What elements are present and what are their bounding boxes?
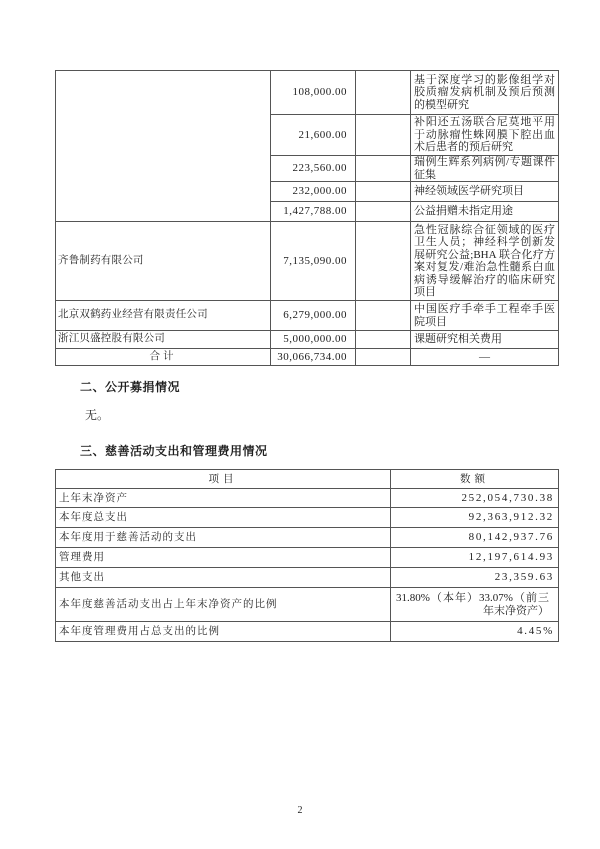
amount-cell: 232,000.00 xyxy=(271,182,356,202)
expense-row xyxy=(56,489,559,508)
amount-cell: 5,000,000.00 xyxy=(271,331,356,349)
blank-cell xyxy=(356,156,411,182)
blank-cell xyxy=(356,71,411,115)
header-item: 项目 xyxy=(56,470,391,489)
blank-cell xyxy=(356,349,411,366)
amount-cell: 21,600.00 xyxy=(271,115,356,156)
donor-cell xyxy=(56,71,271,222)
blank-cell xyxy=(356,182,411,202)
blank-cell xyxy=(356,115,411,156)
expense-row xyxy=(56,588,559,622)
donor-cell: 浙江贝盛控股有限公司 xyxy=(56,331,271,349)
expense-amount: 12,197,614.93 xyxy=(391,548,559,568)
expense-item: 其他支出 xyxy=(56,568,391,588)
expense-row xyxy=(56,622,559,642)
expense-item: 本年度用于慈善活动的支出 xyxy=(56,528,391,548)
purpose-cell: 急性冠脉综合征领域的医疗卫生人员；神经科学创新发展研究公益;BHA 联合化疗方案对复发/难治急性髓系白血病诱导缓解治疗的临床研究项目 xyxy=(411,222,559,301)
section-heading-public-fundraising: 二、公开募捐情况 xyxy=(80,380,181,394)
total-amount: 30,066,734.00 xyxy=(271,349,356,366)
blank-cell xyxy=(356,202,411,222)
expense-amount: 4.45% xyxy=(391,622,559,642)
blank-cell xyxy=(356,331,411,349)
donation-row xyxy=(56,71,559,115)
expense-row xyxy=(56,548,559,568)
expense-item: 本年度慈善活动支出占上年末净资产的比例 xyxy=(56,588,391,622)
purpose-cell: 补阳还五汤联合尼莫地平用于动脉瘤性蛛网膜下腔出血术后患者的预后研究 xyxy=(411,115,559,156)
amount-cell: 6,279,000.00 xyxy=(271,301,356,331)
section-body-public-fundraising: 无。 xyxy=(85,408,110,422)
expense-item: 管理费用 xyxy=(56,548,391,568)
expense-row xyxy=(56,528,559,548)
donation-row xyxy=(56,222,559,301)
expense-row xyxy=(56,568,559,588)
expense-item: 上年末净资产 xyxy=(56,489,391,508)
donor-cell: 北京双鹤药业经营有限责任公司 xyxy=(56,301,271,331)
expense-item: 本年度管理费用占总支出的比例 xyxy=(56,622,391,642)
purpose-cell: 瑞例生辉系列病例/专题课件征集 xyxy=(411,156,559,182)
donation-row xyxy=(56,301,559,331)
expense-table xyxy=(55,469,559,642)
donation-row xyxy=(56,331,559,349)
expense-amount: 252,054,730.38 xyxy=(391,489,559,508)
total-label: 合计 xyxy=(56,349,271,366)
donor-cell: 齐鲁制药有限公司 xyxy=(56,222,271,301)
expense-amount: 31.80%（本年）33.07%（前三年末净资产） xyxy=(391,588,559,622)
expense-header-row xyxy=(56,470,559,489)
section-heading-expenses: 三、慈善活动支出和管理费用情况 xyxy=(80,444,268,458)
blank-cell xyxy=(356,222,411,301)
donation-table xyxy=(55,70,559,366)
amount-cell: 7,135,090.00 xyxy=(271,222,356,301)
total-purpose: — xyxy=(411,349,559,366)
amount-cell: 223,560.00 xyxy=(271,156,356,182)
blank-cell xyxy=(356,301,411,331)
purpose-cell: 基于深度学习的影像组学对胶质瘤发病机制及预后预测的模型研究 xyxy=(411,71,559,115)
expense-item: 本年度总支出 xyxy=(56,508,391,528)
expense-amount: 80,142,937.76 xyxy=(391,528,559,548)
expense-row xyxy=(56,508,559,528)
purpose-cell: 神经领域医学研究项目 xyxy=(411,182,559,202)
amount-cell: 108,000.00 xyxy=(271,71,356,115)
page-number: 2 xyxy=(297,805,303,816)
purpose-cell: 课题研究相关费用 xyxy=(411,331,559,349)
expense-amount: 23,359.63 xyxy=(391,568,559,588)
header-amount: 数额 xyxy=(391,470,559,489)
purpose-cell: 中国医疗手牵手工程牵手医院项目 xyxy=(411,301,559,331)
amount-cell: 1,427,788.00 xyxy=(271,202,356,222)
expense-amount: 92,363,912.32 xyxy=(391,508,559,528)
total-row xyxy=(56,349,559,366)
purpose-cell: 公益捐赠未指定用途 xyxy=(411,202,559,222)
